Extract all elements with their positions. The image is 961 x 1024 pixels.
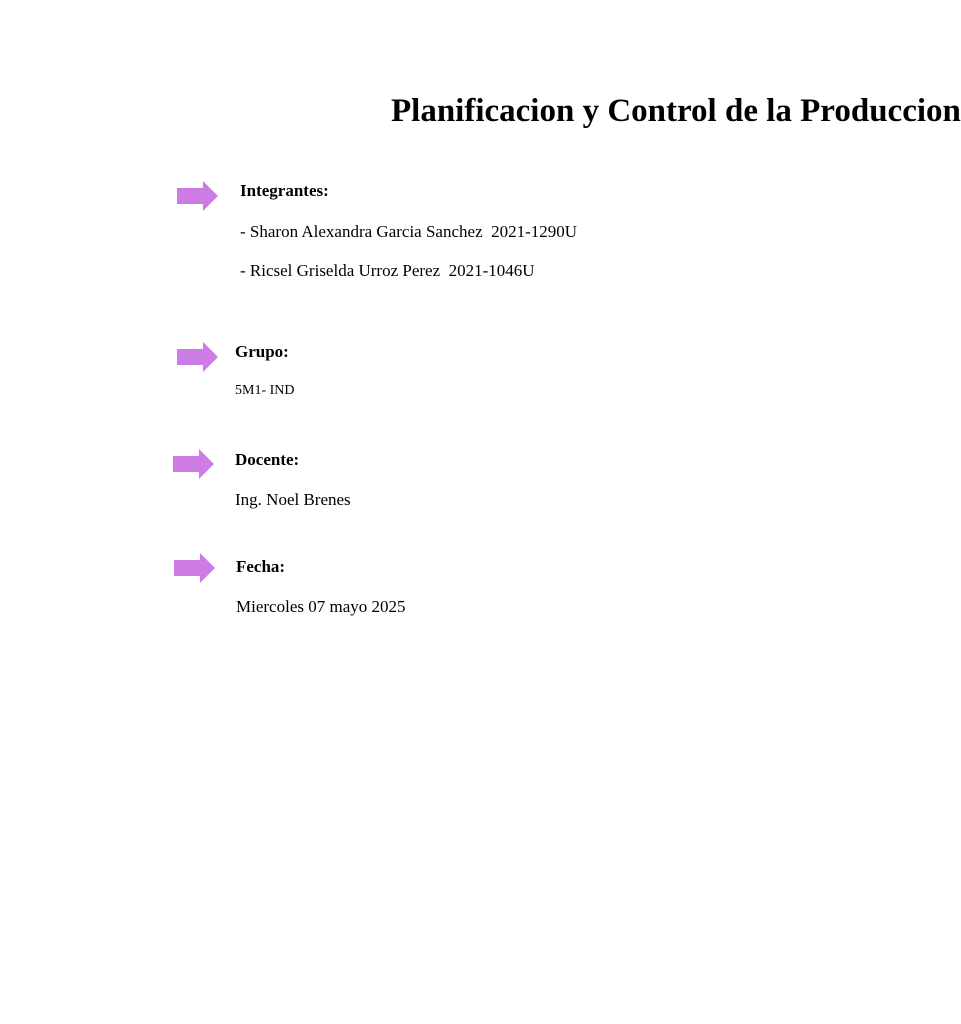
- fecha-label: Fecha:: [236, 557, 286, 576]
- member-item: - Ricsel Griselda Urroz Perez 2021-1046U: [240, 261, 535, 280]
- right-arrow-icon: [172, 448, 216, 480]
- grupo-label: Grupo:: [235, 342, 289, 361]
- right-arrow-icon: [176, 180, 220, 212]
- integrantes-label: Integrantes:: [240, 181, 329, 200]
- grupo-value: 5M1- IND: [235, 383, 295, 398]
- docente-value: Ing. Noel Brenes: [235, 490, 351, 509]
- right-arrow-icon: [176, 341, 220, 373]
- member-item: - Sharon Alexandra Garcia Sanchez 2021-1290U: [240, 222, 578, 241]
- page-title: Planificacion y Control de la Produccion: [391, 93, 961, 129]
- title-area: [0, 88, 961, 138]
- docente-label: Docente:: [235, 450, 300, 469]
- right-arrow-icon: [173, 552, 217, 584]
- fecha-value: Miercoles 07 mayo 2025: [236, 597, 406, 616]
